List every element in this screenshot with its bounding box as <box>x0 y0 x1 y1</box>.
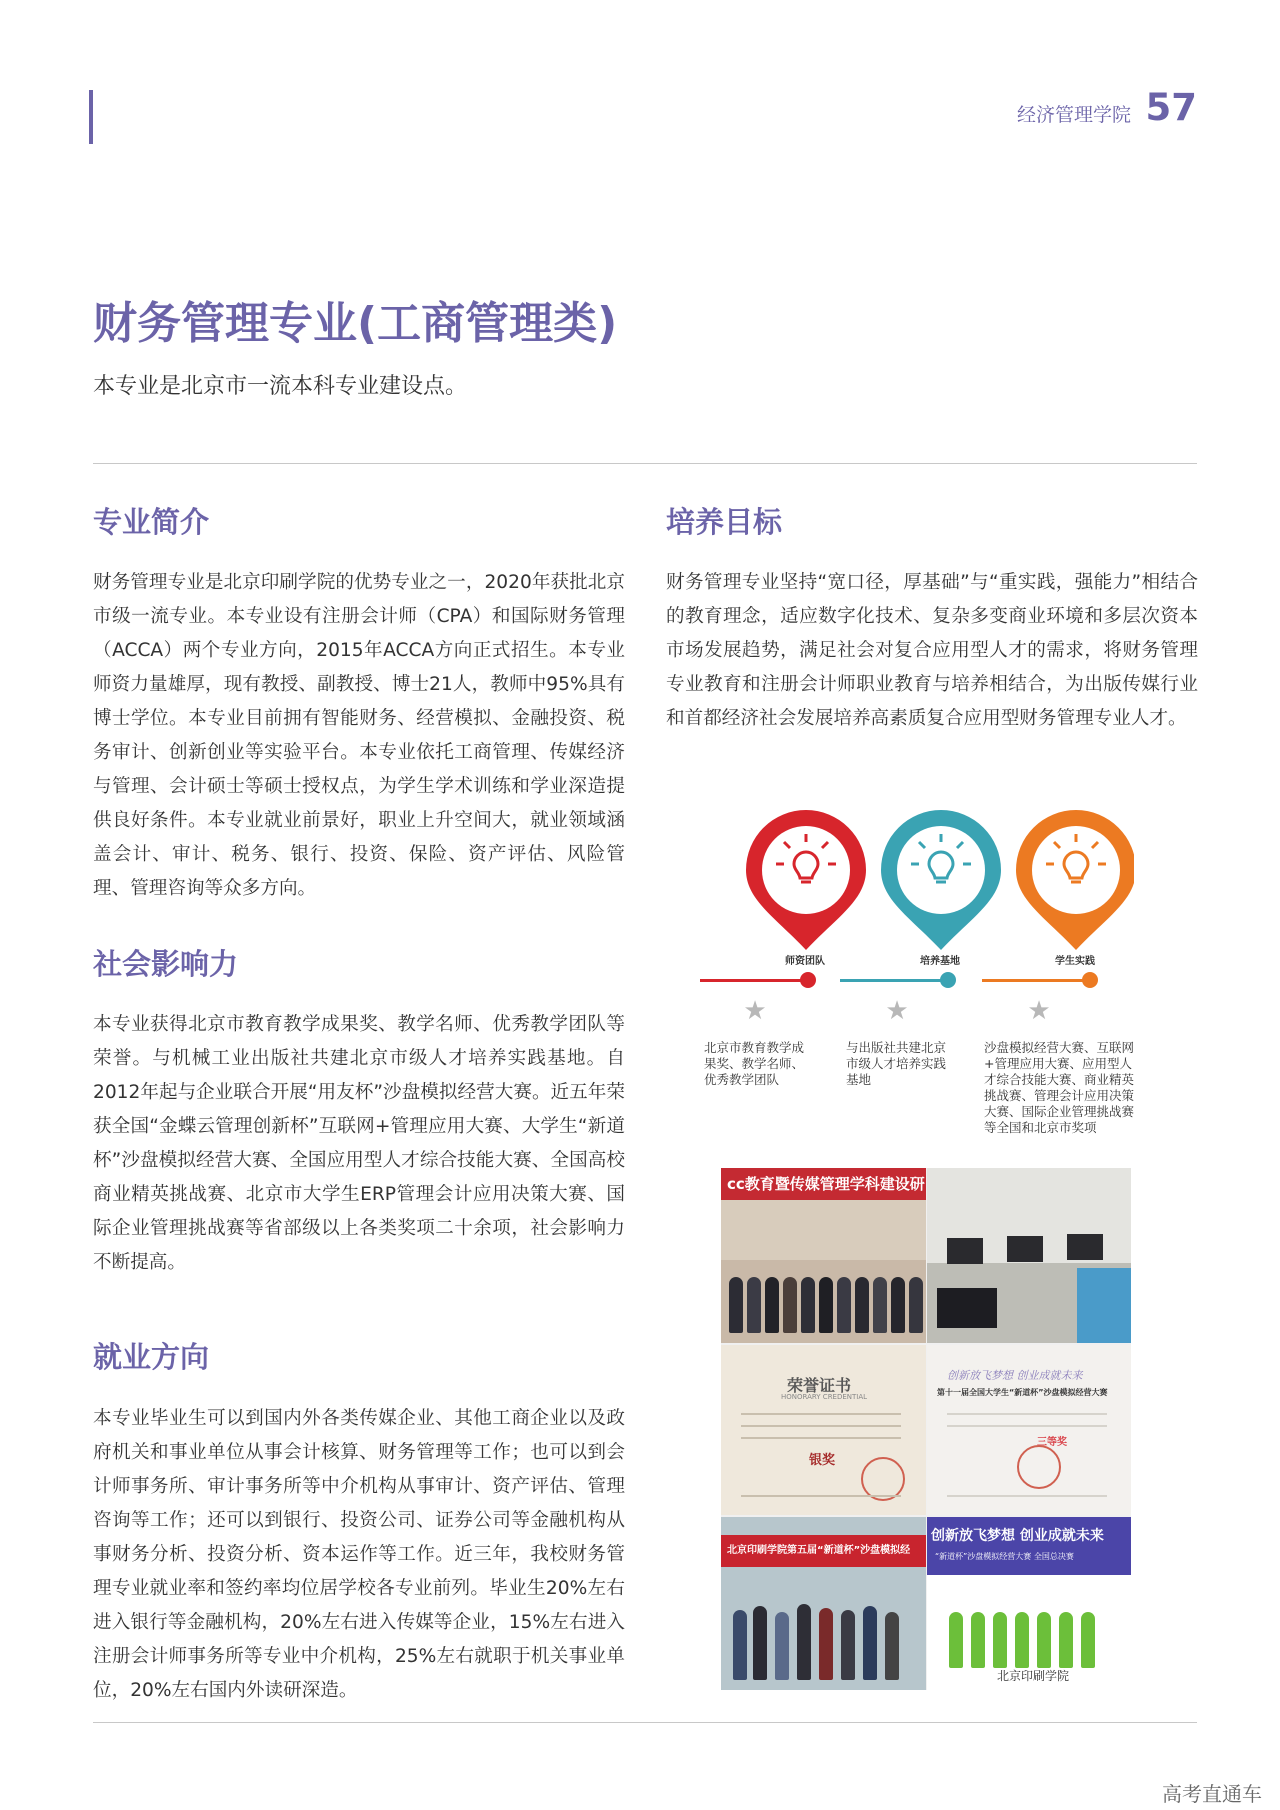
pin-caption-1: 北京市教育教学成果奖、教学名师、优秀教学团队 <box>704 1040 805 1087</box>
infographic <box>700 808 1160 1168</box>
photo-finals-team <box>927 1517 1131 1690</box>
page-number: 57 <box>1145 86 1197 129</box>
career-text: 本专业毕业生可以到国内外各类传媒企业、其他工商企业以及政府机关和事业单位从事会计核算、财务管理等工作；也可以到会计师事务所、审计事务所等中介机构从事审计、资产评估、管理咨询等工作；还可以到银行、投资公司、证券公司等金融机构从事财务分析、投资分析、资本运作等工作。近三年，我校财务管理专业就业率和签约率均位居学校各专业前列。毕业生20%左右进入银行等金融机构，20%左右进入传媒等企业，15%左右进入注册会计师事务所等专业中介机构，25%左右就职于机关事业单位，20%左右国内外读研深造。 <box>93 1408 625 1701</box>
finals-signboard: 北京印刷学院 <box>997 1669 1070 1683</box>
finals-slogan: 创新放飞梦想 创业成就未来 <box>931 1528 1104 1544</box>
pin-line-2 <box>840 979 948 982</box>
certificate-subtitle: HONORARY CREDENTIAL <box>781 1393 868 1401</box>
photo-group-event <box>721 1168 926 1343</box>
intro-text: 财务管理专业是北京印刷学院的优势专业之一，2020年获批北京市级一流专业。本专业设有注册会计师（CPA）和国际财务管理（ACCA）两个专业方向，2015年ACCA方向正式招生。本专业师资力量雄厚，现有教授、副教授、博士21人，教师中95%具有博士学位。本专业目前拥有智能财务、经营模拟、金融投资、税务审计、创新创业等实验平台。本专业依托工商管理、传媒经济与管理、会计硕士等硕士授权点，为学生学术训练和学业深造提供良好条件。本专业就业前景好，职业上升空间大，就业领域涵盖会计、审计、税务、银行、投资、保险、资产评估、风险管理、管理咨询等众多方向。 <box>93 572 625 899</box>
certificate-award: 银奖 <box>809 1453 836 1468</box>
photo-banner: cc教育暨传媒管理学科建设研 <box>721 1168 926 1200</box>
pin-1 <box>746 810 866 950</box>
page-subtitle: 本专业是北京市一流本科专业建设点。 <box>93 374 468 399</box>
footer-watermark: 高考直通车 <box>1162 1782 1262 1806</box>
goal-heading: 培养目标 <box>666 505 783 539</box>
top-divider <box>93 463 1197 464</box>
pin-3 <box>1016 810 1134 950</box>
star-icon: ★ <box>885 996 909 1026</box>
influence-text: 本专业获得北京市教育教学成果奖、教学名师、优秀教学团队等荣誉。与机械工业出版社共建北京市级人才培养实践基地。自2012年起与企业联合开展“用友杯”沙盘模拟经营大赛。近五年荣获全国“金蝶云管理创新杯”互联网+管理应用大赛、大学生“新道杯”沙盘模拟经营大赛、全国应用型人才综合技能大赛、全国高校商业精英挑战赛、北京市大学生ERP管理会计应用决策大赛、国际企业管理挑战赛等省部级以上各类奖项二十余项，社会影响力不断提高。 <box>93 1014 625 1273</box>
pin-label-3: 学生实践 <box>1055 956 1095 967</box>
photo-certificate <box>721 1345 926 1515</box>
photo-collage <box>721 1168 1131 1690</box>
bottom-divider <box>93 1722 1197 1723</box>
career-heading: 就业方向 <box>93 1340 210 1374</box>
photo-contest-certificate <box>927 1345 1131 1515</box>
pin-line-3 <box>982 979 1090 982</box>
photo-computer-lab <box>927 1168 1131 1343</box>
pin-dot-3 <box>1082 972 1098 988</box>
seal-stamp <box>1017 1445 1061 1489</box>
contest-slogan: 创新放飞梦想 创业成就未来 <box>947 1369 1083 1382</box>
star-icon: ★ <box>743 996 767 1026</box>
certificate-title: 荣誉证书 <box>787 1376 852 1395</box>
pin-caption-2: 与出版社共建北京市级人才培养实践基地 <box>846 1040 947 1087</box>
photo-students-banner <box>721 1517 926 1690</box>
influence-heading: 社会影响力 <box>93 947 239 981</box>
pin-2 <box>881 810 1001 950</box>
pin-caption-3: 沙盘模拟经营大赛、互联网+管理应用大赛、应用型人才综合技能大赛、商业精英挑战赛、管理会计应用决策大赛、国际企业管理挑战赛等全国和北京市奖项 <box>984 1040 1135 1135</box>
photo-banner: 北京印刷学院第五届“新道杯”沙盘模拟经 <box>721 1535 926 1567</box>
finals-subtitle: “新道杯”沙盘模拟经营大赛 全国总决赛 <box>935 1552 1074 1561</box>
pin-label-2: 培养基地 <box>920 956 960 967</box>
pin-markers <box>744 808 1134 958</box>
star-icon: ★ <box>1027 996 1051 1026</box>
pin-dot-1 <box>800 972 816 988</box>
goal-text: 财务管理专业坚持“宽口径，厚基础”与“重实践，强能力”相结合的教育理念，适应数字化技术、复杂多变商业环境和多层次资本市场发展趋势，满足社会对复合应用型人才的需求，将财务管理专业教育和注册会计师职业教育与培养相结合，为出版传媒行业和首都经济社会发展培养高素质复合应用型财务管理专业人才。 <box>666 572 1198 729</box>
pin-line-1 <box>700 979 808 982</box>
page-title: 财务管理专业(工商管理类) <box>93 298 618 349</box>
intro-heading: 专业简介 <box>93 505 210 539</box>
pin-label-1: 师资团队 <box>785 956 825 967</box>
contest-award: 三等奖 <box>1037 1437 1067 1448</box>
header-accent-bar <box>89 90 93 144</box>
header-department: 经济管理学院 <box>1016 104 1131 126</box>
contest-title: 第十一届全国大学生“新道杯”沙盘模拟经营大赛 <box>937 1388 1108 1397</box>
pin-dot-2 <box>940 972 956 988</box>
